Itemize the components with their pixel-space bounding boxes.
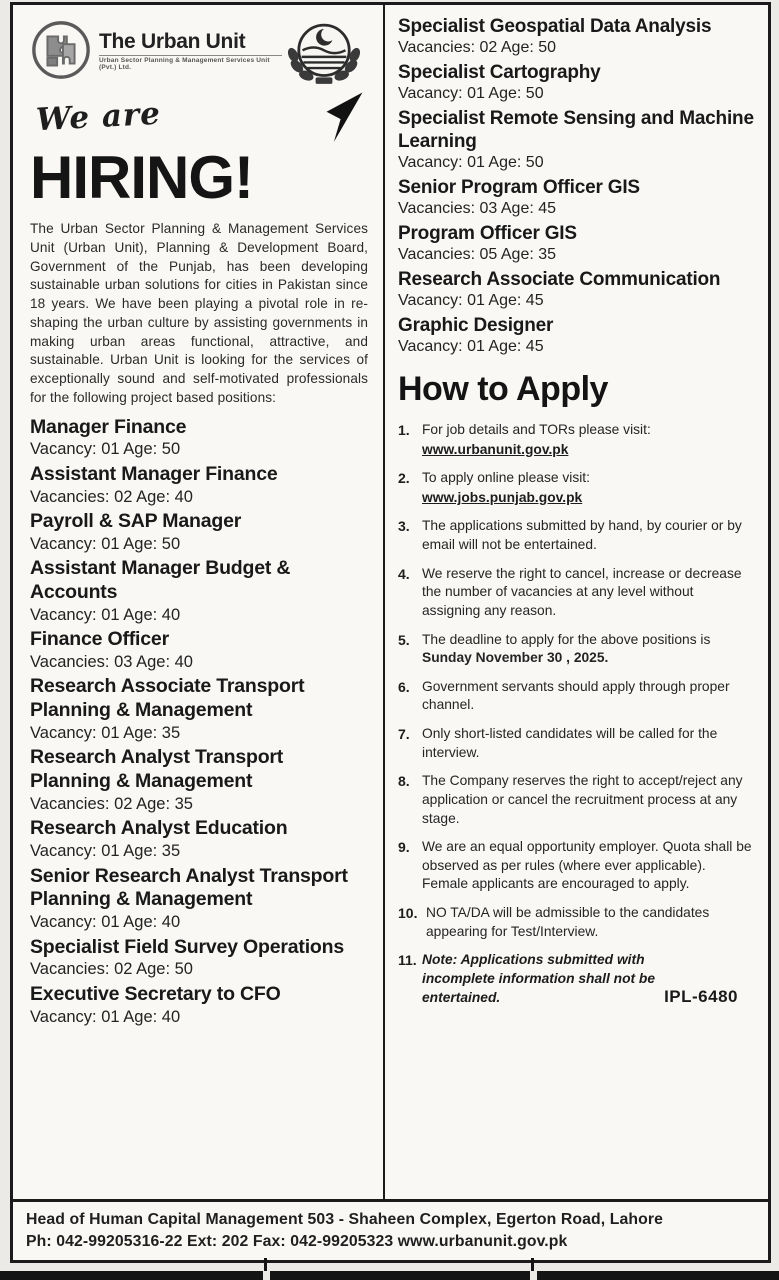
job-listing [398, 176, 754, 220]
job-title: Specialist Cartography [398, 61, 601, 83]
bar-segment [0, 1271, 263, 1280]
job-detail: Vacancies: 03 Age: 45 [398, 200, 557, 218]
job-title: Senior Program Officer GIS [398, 177, 640, 199]
item-text-line: For job details and TORs please visit: [422, 421, 651, 437]
column-tick [264, 1258, 267, 1271]
job-title: Assistant Manager Finance [30, 462, 278, 485]
job-title: Payroll & SAP Manager [30, 509, 242, 532]
job-detail: Vacancy: 01 Age: 50 [30, 440, 181, 459]
job-listing [398, 222, 754, 266]
apply-item [398, 565, 754, 621]
apply-item [398, 725, 754, 762]
jobs-punjab-link[interactable]: www.jobs.punjab.gov.pk [422, 489, 583, 505]
item-text: We reserve the right to cancel, increase or decrease the number of vacancies at any level without assigning any reason. [422, 565, 742, 618]
job-title: Program Officer GIS [398, 223, 577, 245]
job-title: Research Analyst Transport Planning & Management [30, 746, 284, 793]
urban-unit-brand [30, 19, 282, 81]
job-detail: Vacancies: 02 Age: 50 [398, 39, 557, 57]
item-text [422, 469, 754, 507]
job-listing [30, 463, 368, 508]
job-listing [30, 936, 368, 981]
item-number: 6. [398, 678, 410, 695]
how-to-apply-heading: How to Apply [398, 369, 608, 408]
apply-item [398, 772, 754, 828]
job-detail: Vacancy: 01 Age: 40 [30, 1007, 181, 1026]
job-detail: Vacancy: 01 Age: 50 [398, 85, 544, 103]
item-text: We are an equal opportunity employer. Quota shall be observed as per rules (where ever applicable). Female applicants are encouraged to apply. [422, 839, 752, 892]
job-detail: Vacancy: 01 Age: 35 [30, 723, 181, 742]
item-text-line: The deadline to apply for the above positions is [422, 631, 711, 647]
job-listing [30, 746, 368, 815]
footer-contact [26, 1231, 756, 1252]
ipl-code: IPL-6480 [664, 987, 738, 1007]
next-ad-top-bar [0, 1271, 779, 1280]
ad-columns [13, 5, 768, 1199]
job-title: Graphic Designer [398, 314, 554, 336]
item-number: 9. [398, 839, 410, 856]
job-title: Research Associate Transport Planning & Management [30, 675, 305, 722]
job-detail: Vacancies: 03 Age: 40 [30, 652, 193, 671]
item-number: 7. [398, 726, 410, 743]
left-jobs-list [30, 416, 368, 1029]
column-tick [531, 1258, 534, 1271]
apply-item [398, 838, 754, 894]
job-advertisement [10, 2, 771, 1263]
job-listing [30, 865, 368, 934]
apply-item [398, 631, 754, 668]
item-text [422, 631, 754, 668]
right-jobs-list [398, 15, 754, 358]
hiring-headline: HIRING! [30, 144, 253, 211]
job-detail: Vacancy: 01 Age: 50 [398, 154, 544, 172]
job-listing [30, 510, 368, 555]
punjab-government-crest-icon [282, 19, 366, 91]
item-text: Only short-listed candidates will be called for the interview. [422, 726, 718, 760]
item-number: 10. [398, 905, 418, 922]
bar-segment [537, 1271, 779, 1280]
job-detail: Vacancies: 02 Age: 50 [30, 960, 193, 979]
job-listing [30, 557, 368, 626]
brand-text [99, 30, 282, 71]
job-listing [30, 675, 368, 744]
item-number: 4. [398, 565, 410, 582]
job-listing [398, 268, 754, 312]
brand-header [30, 19, 368, 91]
footer-address: Head of Human Capital Management 503 - Shaheen Complex, Egerton Road, Lahore [26, 1211, 663, 1229]
job-title: Manager Finance [30, 415, 187, 438]
job-title: Specialist Remote Sensing and Machine Learning [398, 107, 754, 153]
org-tagline: Urban Sector Planning & Management Services Unit (Pvt.) Ltd. [99, 55, 282, 71]
item-number: 2. [398, 470, 410, 487]
job-title: Senior Research Analyst Transport Planning & Management [30, 864, 348, 911]
apply-item-note [398, 951, 754, 1007]
job-listing [398, 107, 754, 174]
apply-item [398, 904, 754, 941]
job-title: Specialist Field Survey Operations [30, 935, 344, 958]
job-detail: Vacancy: 01 Age: 45 [398, 338, 544, 356]
item-text: Government servants should apply through proper channel. [422, 678, 730, 713]
job-detail: Vacancies: 05 Age: 35 [398, 246, 557, 264]
org-name: The Urban Unit [99, 29, 246, 53]
job-listing [398, 314, 754, 358]
apply-item [398, 421, 754, 459]
apply-item [398, 517, 754, 554]
job-title: Research Associate Communication [398, 269, 721, 291]
item-number: 11. [398, 952, 417, 969]
hiring-banner [30, 95, 368, 147]
job-title: Research Analyst Education [30, 817, 288, 840]
item-text-line: To apply online please visit: [422, 470, 590, 486]
job-listing [30, 628, 368, 673]
how-to-apply-list [398, 421, 754, 1007]
job-listing [30, 983, 368, 1028]
job-listing [398, 15, 754, 59]
job-listing [30, 416, 368, 461]
item-number: 8. [398, 773, 410, 790]
job-title: Assistant Manager Budget & Accounts [30, 557, 291, 603]
job-listing [398, 61, 754, 105]
bar-segment [270, 1271, 530, 1280]
job-title: Specialist Geospatial Data Analysis [398, 16, 712, 37]
job-detail: Vacancies: 02 Age: 40 [30, 487, 193, 506]
item-text: The Company reserves the right to accept/reject any application or cancel the recruitment process at any stage. [422, 773, 743, 826]
apply-item [398, 678, 754, 715]
right-column [385, 5, 768, 1199]
apply-item [398, 469, 754, 507]
job-detail: Vacancy: 01 Age: 50 [30, 534, 181, 553]
job-detail: Vacancy: 01 Age: 35 [30, 842, 181, 861]
job-title: Executive Secretary to CFO [30, 982, 281, 1005]
cursor-arrow-icon [312, 87, 364, 147]
item-text: NO TA/DA will be admissible to the candidates appearing for Test/Interview. [426, 905, 710, 939]
urbanunit-link[interactable]: www.urbanunit.gov.pk [422, 441, 569, 457]
deadline-date: Sunday November 30 , 2025. [422, 650, 609, 666]
item-number: 3. [398, 518, 410, 535]
job-detail: Vacancy: 01 Age: 45 [398, 292, 544, 310]
job-listing [30, 817, 368, 862]
item-text [422, 421, 754, 459]
intro-paragraph: The Urban Sector Planning & Management Services Unit (Urban Unit), Planning & Development Board, Government of the Punjab, has been developing sustainable urban solutions for cities in Pakistan since 18 years. We have been playing a pivotal role in re-shaping the urban culture by assisting governments in making urban areas functional, attractive, and sustainable. Urban Unit is looking for the services of exceptionally sound and self-motivated professionals for the following project based positions: [30, 221, 368, 405]
job-title: Finance Officer [30, 628, 169, 651]
job-detail: Vacancy: 01 Age: 40 [30, 605, 181, 624]
job-detail: Vacancies: 02 Age: 35 [30, 794, 193, 813]
contact-footer [13, 1199, 768, 1260]
job-detail: Vacancy: 01 Age: 40 [30, 913, 181, 932]
note-text: Note: Applications submitted with incomplete information shall not be entertained. [422, 952, 656, 1005]
item-number: 5. [398, 631, 410, 648]
we-are-script: We are [35, 95, 162, 139]
item-number: 1. [398, 421, 410, 438]
footer-phone-fax-web[interactable]: Ph: 042-99205316-22 Ext: 202 Fax: 042-99205323 www.urbanunit.gov.pk [26, 1232, 568, 1250]
urban-unit-logo-icon [30, 19, 92, 81]
item-text: The applications submitted by hand, by courier or by email will not be entertained. [422, 518, 742, 553]
left-column [13, 5, 385, 1199]
